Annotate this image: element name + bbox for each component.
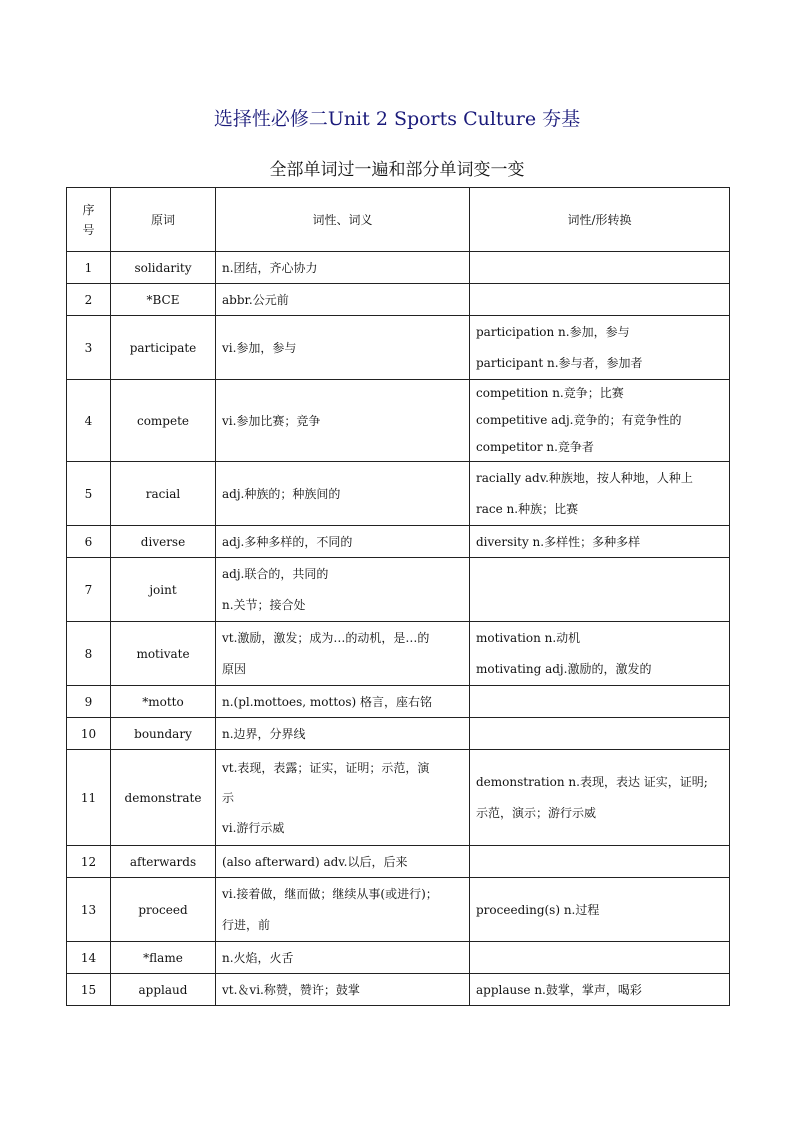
row-number: 13 <box>67 878 111 942</box>
meaning-cell <box>216 622 470 686</box>
conversion-cell-line: proceeding(s) n.过程 <box>476 902 600 917</box>
table-row <box>67 686 730 718</box>
meaning-cell-line: adj.种族的；种族间的 <box>222 486 341 501</box>
row-number: 7 <box>67 558 111 622</box>
meaning-cell-line: vt.表现，表露；证实，证明；示范，演 <box>222 760 430 775</box>
word-cell: solidarity <box>111 252 216 284</box>
conversion-cell-line: motivation n.动机 <box>476 630 581 645</box>
row-number: 12 <box>67 846 111 878</box>
meaning-cell-line: vi.参加比赛；竞争 <box>222 413 321 428</box>
conversion-cell <box>470 974 730 1006</box>
word-cell: boundary <box>111 718 216 750</box>
row-number: 9 <box>67 686 111 718</box>
table-row <box>67 622 730 686</box>
conversion-cell-line: competition n.竞争；比赛 <box>476 386 624 400</box>
header-meaning: 词性、词义 <box>216 188 470 252</box>
word-cell: *BCE <box>111 284 216 316</box>
meaning-cell-line: adj.联合的，共同的 <box>222 566 329 581</box>
conversion-cell-line: participant n.参与者，参加者 <box>476 355 643 370</box>
table-row <box>67 878 730 942</box>
row-number: 14 <box>67 942 111 974</box>
table-row <box>67 252 730 284</box>
meaning-cell-line: n.(pl.mottoes, mottos) 格言，座右铭 <box>222 694 433 709</box>
row-number: 2 <box>67 284 111 316</box>
table-row <box>67 942 730 974</box>
word-cell: joint <box>111 558 216 622</box>
meaning-cell <box>216 526 470 558</box>
meaning-cell-line: vt.激励，激发；成为…的动机，是…的 <box>222 630 430 645</box>
conversion-cell <box>470 526 730 558</box>
row-number: 11 <box>67 750 111 846</box>
meaning-cell <box>216 284 470 316</box>
word-cell: *flame <box>111 942 216 974</box>
conversion-cell <box>470 718 730 750</box>
row-number: 8 <box>67 622 111 686</box>
conversion-cell <box>470 750 730 846</box>
word-cell: compete <box>111 380 216 462</box>
table-row <box>67 526 730 558</box>
page-title: 选择性必修二Unit 2 Sports Culture 夯基 <box>213 108 581 130</box>
table-row <box>67 750 730 846</box>
header-word: 原词 <box>111 188 216 252</box>
conversion-cell <box>470 558 730 622</box>
meaning-cell <box>216 846 470 878</box>
conversion-cell-line: race n.种族；比赛 <box>476 501 579 516</box>
row-number: 4 <box>67 380 111 462</box>
word-cell: participate <box>111 316 216 380</box>
meaning-cell-line: n.团结，齐心协力 <box>222 260 318 275</box>
conversion-cell <box>470 380 730 462</box>
conversion-cell <box>470 942 730 974</box>
row-number: 10 <box>67 718 111 750</box>
word-cell: diverse <box>111 526 216 558</box>
meaning-cell-line: 行进，前 <box>222 917 271 932</box>
table-row <box>67 558 730 622</box>
page-subtitle: 全部单词过一遍和部分单词变一变 <box>269 160 525 180</box>
conversion-cell-line: diversity n.多样性；多种多样 <box>476 534 641 549</box>
meaning-cell-line: n.边界，分界线 <box>222 726 306 741</box>
conversion-cell-line: competitive adj.竞争的；有竞争性的 <box>476 413 682 427</box>
conversion-cell-line: demonstration n.表现，表达 证实，证明; <box>476 774 708 789</box>
meaning-cell-line: n.火焰，火舌 <box>222 950 294 965</box>
meaning-cell <box>216 686 470 718</box>
conversion-cell <box>470 622 730 686</box>
meaning-cell <box>216 878 470 942</box>
word-cell: racial <box>111 462 216 526</box>
conversion-cell <box>470 686 730 718</box>
meaning-cell-line: vi.接着做，继而做；继续从事(或进行)； <box>222 886 438 901</box>
meaning-cell <box>216 558 470 622</box>
conversion-cell <box>470 252 730 284</box>
row-number: 3 <box>67 316 111 380</box>
conversion-cell <box>470 878 730 942</box>
meaning-cell <box>216 316 470 380</box>
conversion-cell <box>470 462 730 526</box>
meaning-cell <box>216 718 470 750</box>
meaning-cell-line: vi.参加，参与 <box>222 340 297 355</box>
word-cell: *motto <box>111 686 216 718</box>
meaning-cell-line: vt.＆vi.称赞，赞许；鼓掌 <box>222 982 360 997</box>
conversion-cell-line: applause n.鼓掌，掌声，喝彩 <box>476 982 642 997</box>
table-row <box>67 462 730 526</box>
table-row <box>67 316 730 380</box>
meaning-cell-line: (also afterward) adv.以后，后来 <box>222 854 408 869</box>
conversion-cell-line: participation n.参加，参与 <box>476 324 630 339</box>
row-number: 1 <box>67 252 111 284</box>
word-cell: afterwards <box>111 846 216 878</box>
table-row <box>67 718 730 750</box>
conversion-cell <box>470 284 730 316</box>
table-row <box>67 974 730 1006</box>
meaning-cell <box>216 974 470 1006</box>
row-number: 5 <box>67 462 111 526</box>
conversion-cell-line: motivating adj.激励的，激发的 <box>476 661 652 676</box>
meaning-cell <box>216 750 470 846</box>
header-conversion: 词性/形转换 <box>470 188 730 252</box>
meaning-cell-line: n.关节；接合处 <box>222 597 306 612</box>
meaning-cell <box>216 942 470 974</box>
word-cell: applaud <box>111 974 216 1006</box>
row-number: 6 <box>67 526 111 558</box>
conversion-cell <box>470 846 730 878</box>
conversion-cell-line: racially adv.种族地，按人种地，人种上 <box>476 470 693 485</box>
conversion-cell-line: competitor n.竞争者 <box>476 440 594 454</box>
meaning-cell-line: abbr.公元前 <box>222 292 289 307</box>
table-row <box>67 846 730 878</box>
row-number: 15 <box>67 974 111 1006</box>
meaning-cell <box>216 380 470 462</box>
word-cell: proceed <box>111 878 216 942</box>
table-row <box>67 284 730 316</box>
conversion-cell-line: 示范，演示；游行示威 <box>476 805 597 820</box>
meaning-cell-line: 示 <box>222 790 235 805</box>
header-number: 序 号 <box>67 188 111 252</box>
meaning-cell <box>216 252 470 284</box>
meaning-cell-line: adj.多种多样的，不同的 <box>222 534 353 549</box>
meaning-cell-line: 原因 <box>222 661 247 676</box>
meaning-cell-line: vi.游行示威 <box>222 820 285 835</box>
table-header-row <box>67 188 730 252</box>
word-cell: motivate <box>111 622 216 686</box>
conversion-cell <box>470 316 730 380</box>
word-cell: demonstrate <box>111 750 216 846</box>
table-row <box>67 380 730 462</box>
meaning-cell <box>216 462 470 526</box>
vocabulary-table <box>66 187 730 1006</box>
